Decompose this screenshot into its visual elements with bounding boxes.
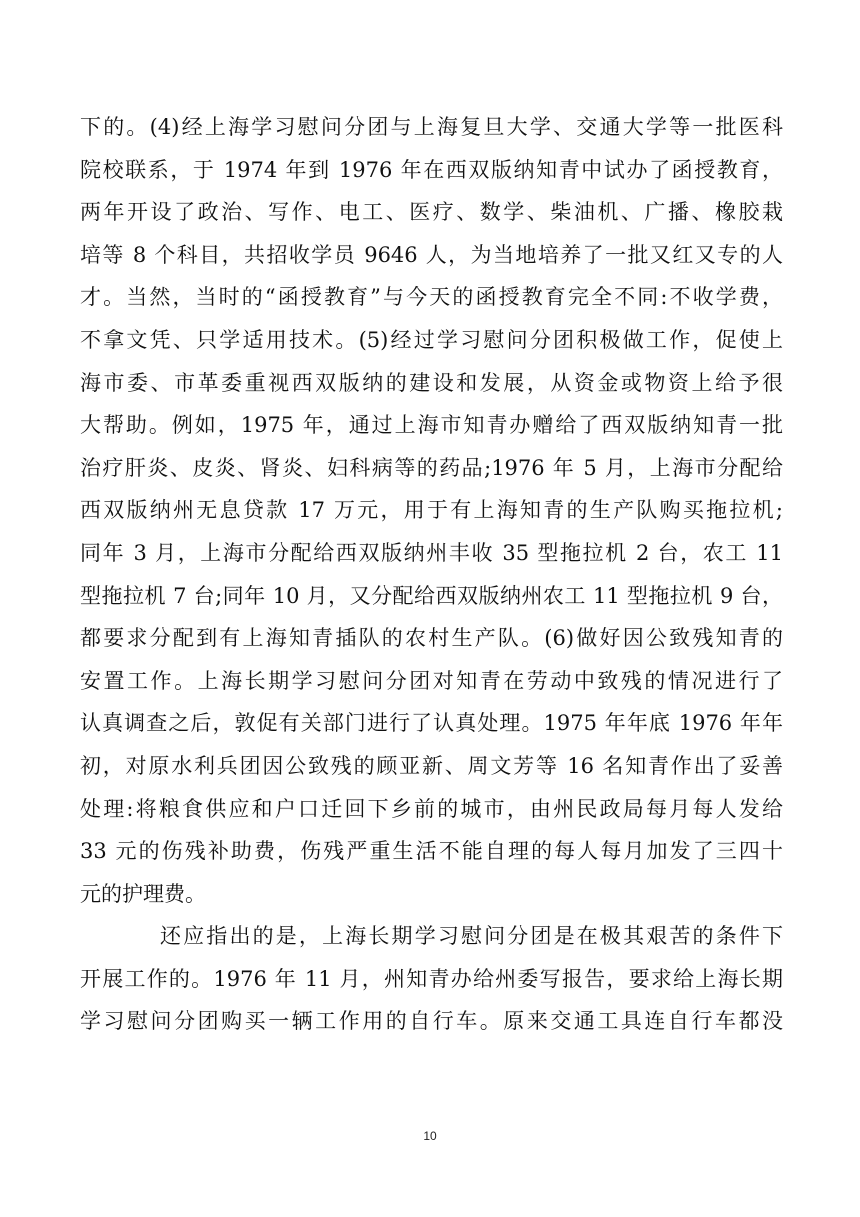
paragraph bbox=[80, 915, 783, 1043]
text-line: 海市委、市革委重视西双版纳的建设和发展，从资金或物资上给予很 bbox=[80, 370, 783, 395]
text-line: 下的。(4)经上海学习慰问分团与上海复旦大学、交通大学等一批医科 bbox=[80, 115, 783, 139]
paragraph bbox=[80, 106, 783, 915]
text-line: 还应指出的是，上海长期学习慰问分团是在极其艰苦的条件下 bbox=[160, 924, 783, 949]
text-line: 认真调查之后，敦促有关部门进行了认真处理。1975 年年底 1976 年年 bbox=[80, 711, 783, 736]
text-line: 两年开设了政治、写作、电工、医疗、数学、柴油机、广播、橡胶栽 bbox=[80, 200, 783, 225]
text-line: 同年 3 月，上海市分配给西双版纳州丰收 35 型拖拉机 2 台，农工 11 bbox=[80, 540, 783, 565]
page-number: 10 bbox=[423, 1129, 437, 1143]
text-line: 型拖拉机 7 台;同年 10 月，又分配给西双版纳州农工 11 型拖拉机 9 台， bbox=[80, 583, 783, 608]
text-line: 初，对原水利兵团因公致残的顾亚新、周文芳等 16 名知青作出了妥善 bbox=[80, 753, 783, 778]
text-line: 处理:将粮食供应和户口迁回下乡前的城市，由州民政局每月每人发给 bbox=[80, 796, 783, 821]
text-line: 培等 8 个科目，共招收学员 9646 人，为当地培养了一批又红又专的人 bbox=[80, 242, 783, 267]
text-line: 都要求分配到有上海知青插队的农村生产队。(6)做好因公致残知青的 bbox=[80, 626, 783, 651]
text-line: 元的护理费。 bbox=[80, 881, 206, 906]
text-line: 不拿文凭、只学适用技术。(5)经过学习慰问分团积极做工作，促使上 bbox=[80, 327, 783, 352]
text-line: 开展工作的。1976 年 11 月，州知青办给州委写报告，要求给上海长期 bbox=[80, 966, 783, 991]
body-text bbox=[80, 106, 783, 1043]
text-line: 院校联系，于 1974 年到 1976 年在西双版纳知青中试办了函授教育， bbox=[80, 157, 783, 182]
text-line: 安置工作。上海长期学习慰问分团对知青在劳动中致残的情况进行了 bbox=[80, 668, 783, 693]
text-line: 西双版纳州无息贷款 17 万元，用于有上海知青的生产队购买拖拉机; bbox=[80, 498, 783, 523]
text-line: 学习慰问分团购买一辆工作用的自行车。原来交通工具连自行车都没 bbox=[80, 1009, 783, 1034]
text-line: 才。当然，当时的“函授教育”与今天的函授教育完全不同:不收学费， bbox=[80, 285, 783, 310]
text-line: 33 元的伤残补助费，伤残严重生活不能自理的每人每月加发了三四十 bbox=[80, 839, 783, 864]
text-line: 大帮助。例如，1975 年，通过上海市知青办赠给了西双版纳知青一批 bbox=[80, 413, 783, 438]
text-line: 治疗肝炎、皮炎、肾炎、妇科病等的药品;1976 年 5 月，上海市分配给 bbox=[80, 455, 783, 480]
